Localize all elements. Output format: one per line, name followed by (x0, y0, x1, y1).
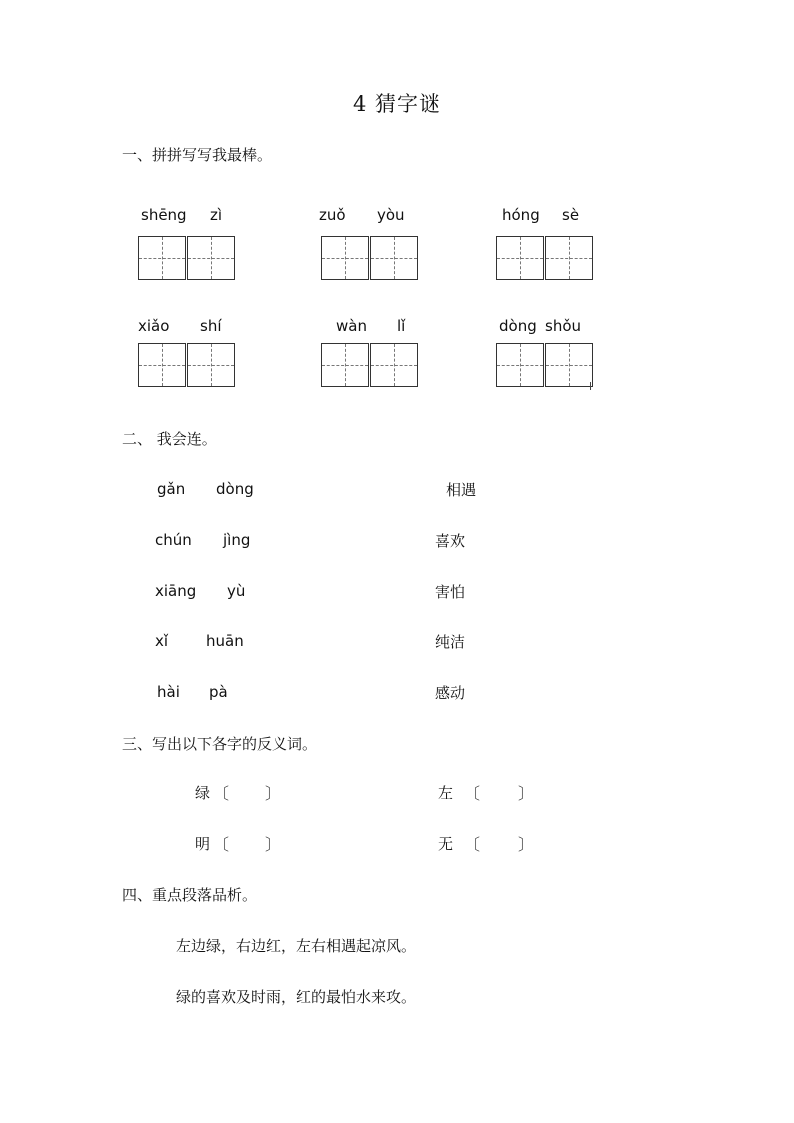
pinyin: xǐ (155, 632, 169, 650)
writing-grid-pair[interactable] (138, 343, 236, 389)
antonym-char: 无 (438, 835, 454, 853)
writing-box[interactable] (496, 343, 544, 387)
pinyin: yù (227, 582, 246, 600)
pinyin: hài (157, 683, 180, 701)
answer-bracket-close: 〕 (265, 784, 282, 803)
writing-box[interactable] (545, 343, 593, 387)
match-word[interactable]: 纯洁 (435, 633, 466, 651)
section4-heading: 四、重点段落品析。 (122, 886, 258, 904)
section1-heading: 一、拼拼写写我最棒。 (122, 146, 273, 164)
writing-grid-pair[interactable] (321, 236, 419, 282)
writing-grid-pair[interactable] (138, 236, 236, 282)
match-word[interactable]: 喜欢 (435, 532, 466, 550)
antonym-char: 明 (195, 835, 211, 853)
writing-grid-pair[interactable] (496, 236, 594, 282)
pinyin: xiāng (155, 582, 197, 600)
pinyin: chún (155, 531, 192, 549)
pinyin: lǐ (397, 317, 406, 335)
pinyin: huān (206, 632, 244, 650)
writing-box[interactable] (187, 343, 235, 387)
pinyin: zuǒ (319, 206, 346, 224)
match-word[interactable]: 害怕 (435, 583, 466, 601)
pinyin: jìng (223, 531, 251, 549)
answer-bracket-close: 〕 (518, 835, 535, 854)
pinyin: hóng (502, 206, 540, 224)
cursor-mark (590, 382, 591, 390)
pinyin: shēng (141, 206, 187, 224)
pinyin: shí (200, 317, 222, 335)
pinyin: zì (210, 206, 223, 224)
page-title: 4 猜字谜 (352, 92, 442, 116)
pinyin: wàn (336, 317, 367, 335)
answer-bracket-close: 〕 (518, 784, 535, 803)
pinyin: yòu (377, 206, 405, 224)
writing-box[interactable] (370, 343, 418, 387)
antonym-char: 绿 (195, 784, 211, 802)
writing-box[interactable] (545, 236, 593, 280)
pinyin: pà (209, 683, 228, 701)
answer-bracket-close: 〕 (265, 835, 282, 854)
answer-bracket-open: 〔 (213, 835, 230, 854)
section3-heading: 三、写出以下各字的反义词。 (122, 735, 318, 753)
paragraph-line: 左边绿，右边红，左右相遇起凉风。 (176, 937, 417, 955)
pinyin: sè (562, 206, 580, 224)
writing-box[interactable] (321, 236, 369, 280)
writing-box[interactable] (187, 236, 235, 280)
writing-grid-pair[interactable] (496, 343, 594, 389)
antonym-char: 左 (438, 784, 454, 802)
pinyin: dòng (499, 317, 537, 335)
pinyin: gǎn (157, 480, 186, 498)
writing-grid-pair[interactable] (321, 343, 419, 389)
paragraph-line: 绿的喜欢及时雨，红的最怕水来攻。 (176, 988, 417, 1006)
answer-bracket-open: 〔 (464, 784, 481, 803)
answer-bracket-open: 〔 (213, 784, 230, 803)
writing-box[interactable] (138, 236, 186, 280)
writing-box[interactable] (370, 236, 418, 280)
pinyin: xiǎo (138, 317, 170, 335)
writing-box[interactable] (138, 343, 186, 387)
section2-heading: 二、 我会连。 (122, 430, 217, 448)
match-word[interactable]: 感动 (435, 684, 466, 702)
writing-box[interactable] (496, 236, 544, 280)
answer-bracket-open: 〔 (464, 835, 481, 854)
pinyin: dòng (216, 480, 254, 498)
pinyin: shǒu (545, 317, 582, 335)
writing-box[interactable] (321, 343, 369, 387)
match-word[interactable]: 相遇 (446, 481, 477, 499)
